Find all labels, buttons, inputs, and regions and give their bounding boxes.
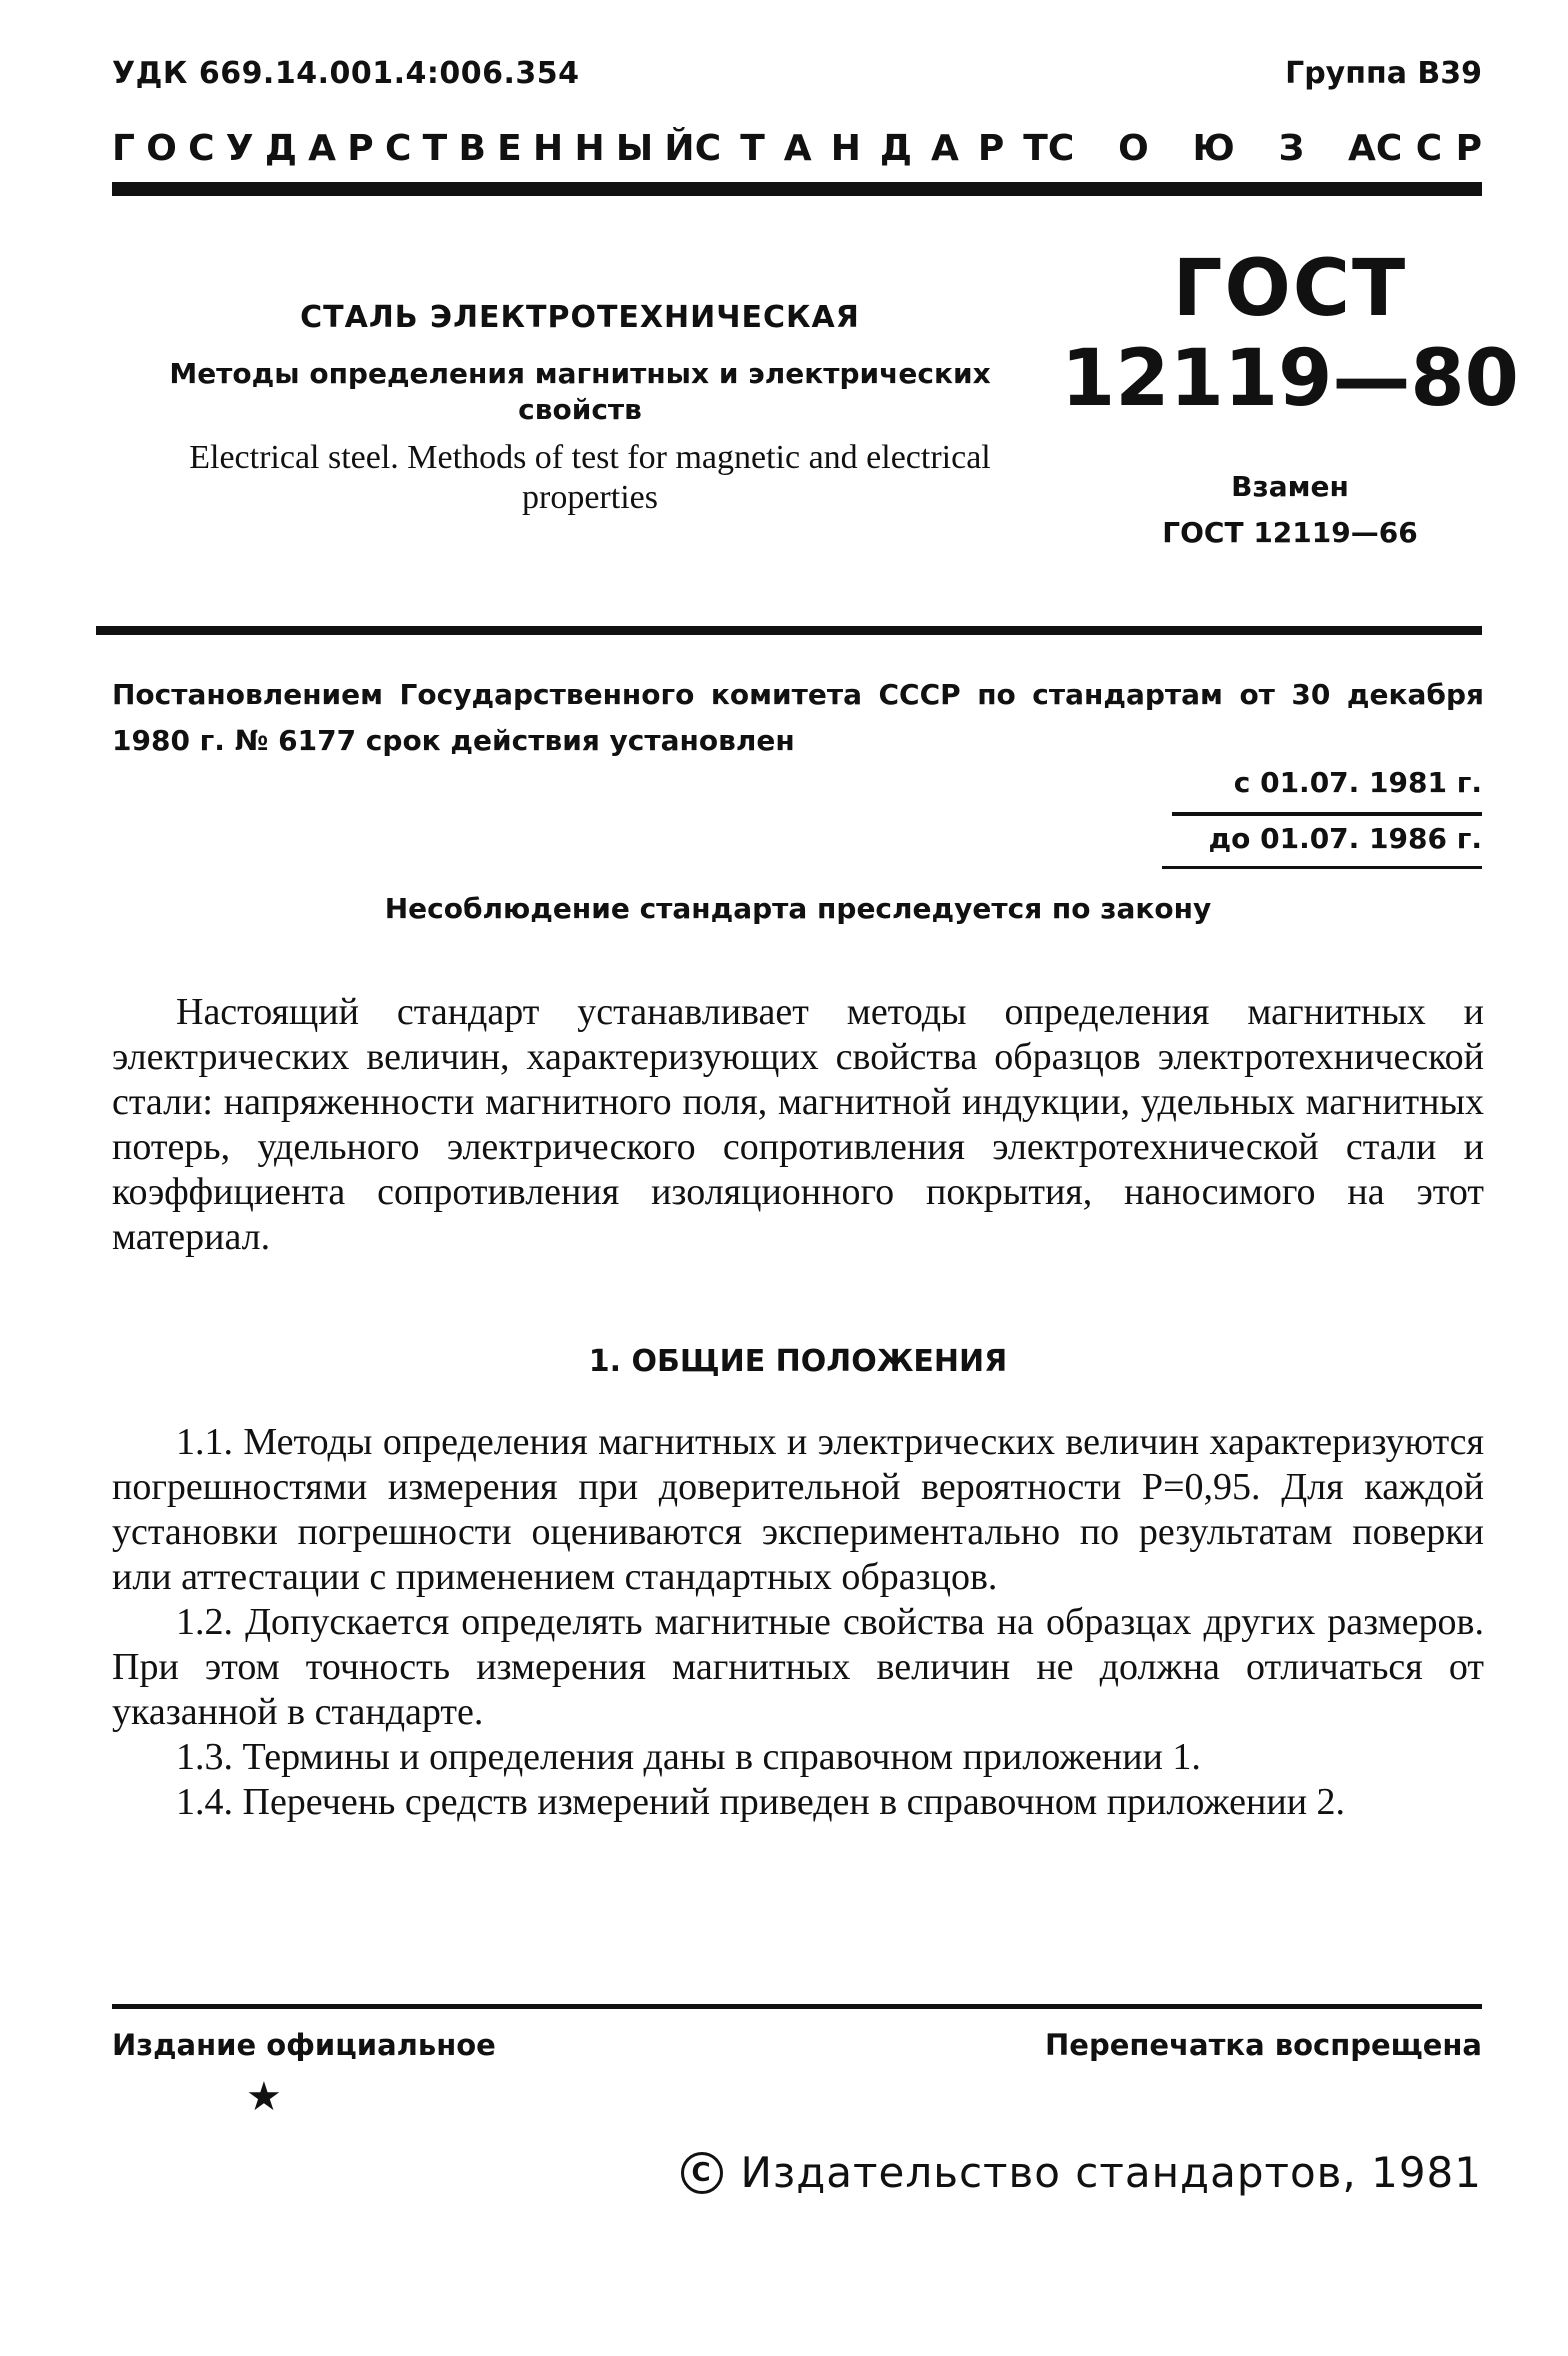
banner-letter: Ы: [615, 128, 654, 169]
law-notice: Несоблюдение стандарта преследуется по закону: [384, 892, 1212, 925]
intro-paragraph: [112, 990, 1484, 1260]
banner-letter: Д: [879, 128, 912, 169]
banner-letter: Т: [740, 128, 765, 169]
banner-word-3: [1048, 128, 1376, 169]
banner-letter: А: [1347, 128, 1376, 169]
group-code: Группа В39: [1285, 56, 1482, 91]
banner-letter: З: [1278, 128, 1305, 169]
reprint-notice: Перепечатка воспрещена: [1045, 2028, 1482, 2062]
clause-1-4: 1.4. Перечень средств измерений приведен в справочном приложении 2.: [176, 1781, 1346, 1823]
copyright-line: [681, 2148, 1482, 2197]
banner-letter: Д: [264, 128, 297, 169]
section-heading: 1. ОБЩИЕ ПОЛОЖЕНИЯ: [588, 1344, 1008, 1379]
banner-letter: С: [384, 128, 412, 169]
gost-number: 12119—80: [1061, 334, 1519, 424]
state-standard-banner: [112, 128, 1482, 169]
banner-letter: С: [1375, 128, 1403, 169]
banner-letter: Н: [533, 128, 564, 169]
banner-letter: О: [146, 128, 177, 169]
banner-letter: С: [694, 128, 722, 169]
banner-letter: С: [1047, 128, 1075, 169]
banner-letter: А: [930, 128, 959, 169]
banner-letter: А: [783, 128, 812, 169]
banner-letter: Р: [347, 128, 374, 169]
date-rule: [1172, 812, 1482, 816]
banner-letter: Е: [497, 128, 522, 169]
banner-letter: С: [188, 128, 215, 169]
banner-letter: Т: [422, 128, 448, 169]
title-rule: [96, 626, 1482, 635]
banner-word-1: [112, 128, 695, 169]
clause-1-3: 1.3. Термины и определения даны в справочном приложении 1.: [176, 1736, 1201, 1778]
udk-code: УДК 669.14.001.4:006.354: [112, 56, 580, 91]
banner-letter: Й: [664, 128, 695, 169]
clauses: [112, 1420, 1484, 1825]
banner-word-2: [695, 128, 1048, 169]
clause-1-1: 1.1. Методы определения магнитных и электрических величин характеризуются погрешностями измерения при доверительной вероятности P=0,95. Для каждой установки погрешности оцениваются экспериментально по результатам поверки или аттестации с применением стандартных образцов.: [112, 1421, 1484, 1598]
banner-letter: Т: [1023, 128, 1048, 169]
banner-letter: Н: [574, 128, 605, 169]
banner-letter: А: [308, 128, 337, 169]
decree-text: Постановлением Государственного комитета СССР по стандартам от 30 декабря 1980 г. № 6177 срок действия установлен: [112, 678, 1484, 757]
title-main: СТАЛЬ ЭЛЕКТРОТЕХНИЧЕСКАЯ: [300, 300, 860, 335]
banner-letter: О: [1118, 128, 1149, 169]
title-subtitle: Методы определения магнитных и электрических свойств: [169, 357, 991, 426]
banner-letter: В: [458, 128, 486, 169]
date-underline: [1162, 866, 1482, 869]
header-rule: [112, 182, 1482, 196]
banner-word-4: [1376, 128, 1482, 169]
edition-label: Издание официальное: [112, 2028, 496, 2062]
banner-letter: У: [225, 128, 254, 169]
banner-letter: Ю: [1192, 128, 1235, 169]
copyright-icon: C: [681, 2152, 723, 2194]
valid-from: с 01.07. 1981 г.: [1233, 766, 1482, 799]
replaces-value: ГОСТ 12119—66: [1162, 516, 1418, 549]
banner-letter: С: [1415, 128, 1443, 169]
banner-letter: Г: [112, 128, 135, 169]
valid-to: до 01.07. 1986 г.: [1208, 822, 1482, 855]
title-english: Electrical steel. Methods of test for magnetic and electrical properties: [189, 439, 991, 516]
banner-letter: Р: [1455, 128, 1482, 169]
replaces-label: Взамен: [1231, 470, 1349, 503]
footer-rule: [112, 2004, 1482, 2009]
publisher: Издательство стандартов, 1981: [740, 2148, 1482, 2197]
banner-letter: Н: [830, 128, 861, 169]
intro-text: Настоящий стандарт устанавливает методы определения магнитных и электрических величин, характеризующих свойства образцов электротехнической стали: напряженности магнитного поля, магнитной индукции, удельных магнитных потерь, удельного электрического сопротивления электротехнической стали и коэффициента сопротивления изоляционного покрытия, наносимого на этот материал.: [112, 991, 1484, 1258]
clause-1-2: 1.2. Допускается определять магнитные свойства на образцах других размеров. При этом точность измерения магнитных величин не должна отличаться от указанной в стандарте.: [112, 1601, 1484, 1733]
star-icon: ★: [246, 2074, 282, 2120]
banner-letter: Р: [977, 128, 1005, 169]
gost-label: ГОСТ: [1172, 244, 1408, 334]
